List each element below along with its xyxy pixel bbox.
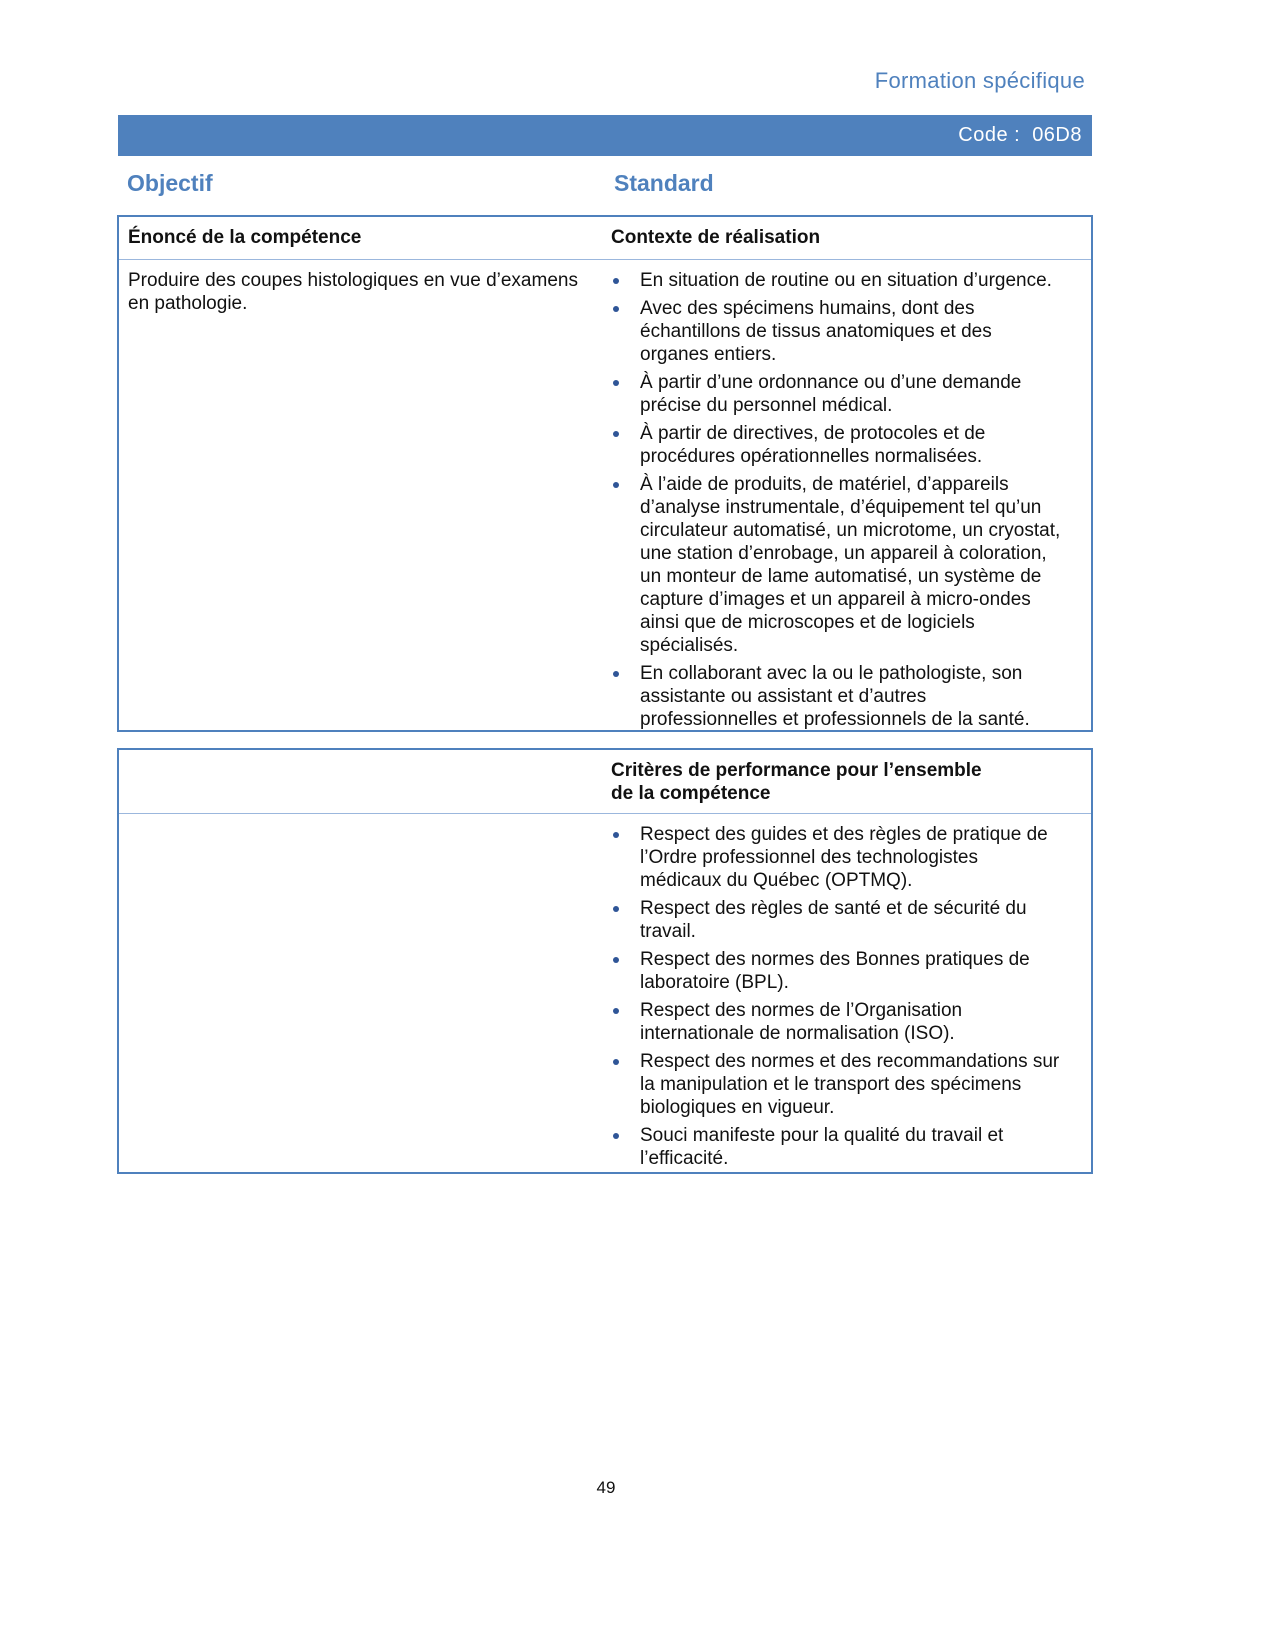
enonce-header: Énoncé de la compétence — [128, 227, 362, 248]
code-label: Code : — [958, 124, 1021, 146]
bullet-icon — [613, 431, 619, 437]
list-item-text: En situation de routine ou en situation d’urgence. — [640, 270, 1052, 291]
bullet-icon — [613, 1008, 619, 1014]
standard-heading: Standard — [614, 170, 714, 196]
bullet-icon — [613, 671, 619, 677]
list-item-text: Respect des règles de santé et de sécurité du travail. — [640, 898, 1027, 942]
bullet-icon — [613, 278, 619, 284]
list-item-text: Respect des normes des Bonnes pratiques de laboratoire (BPL). — [640, 949, 1030, 993]
list-item — [611, 897, 1085, 943]
list-item — [611, 422, 1085, 468]
list-item-text: Avec des spécimens humains, dont des échantillons de tissus anatomiques et des organes entiers. — [640, 298, 992, 365]
list-item-text: Respect des guides et des règles de pratique de l’Ordre professionnel des technologistes médicaux du Québec (OPTMQ). — [640, 824, 1048, 891]
enonce-text: Produire des coupes histologiques en vue d’examens en pathologie. — [128, 270, 578, 314]
bullet-icon — [613, 906, 619, 912]
list-item — [611, 1050, 1085, 1119]
list-item — [611, 269, 1085, 292]
criteres-header: Critères de performance pour l’ensemble de la compétence — [611, 759, 982, 804]
bullet-icon — [613, 1133, 619, 1139]
list-item — [611, 1124, 1085, 1170]
bullet-icon — [613, 1059, 619, 1065]
list-item-text: Souci manifeste pour la qualité du travail et l’efficacité. — [640, 1125, 1004, 1169]
table-body-row — [119, 260, 1091, 736]
list-item — [611, 297, 1085, 366]
list-item — [611, 823, 1085, 892]
code-bar — [118, 115, 1092, 156]
list-item — [611, 473, 1085, 657]
empty-cell — [119, 823, 606, 1175]
list-item-text: Respect des normes de l’Organisation internationale de normalisation (ISO). — [640, 1000, 963, 1044]
bullet-icon — [613, 832, 619, 838]
list-item-text: En collaborant avec la ou le pathologiste, son assistante ou assistant et d’autres professionnelles et professionnels de la santé. — [640, 663, 1030, 730]
code-value: 06D8 — [1032, 124, 1082, 146]
contexte-header: Contexte de réalisation — [611, 227, 821, 248]
contexte-list — [611, 269, 1085, 731]
bullet-icon — [613, 306, 619, 312]
objectif-heading: Objectif — [127, 170, 213, 196]
table-header-row — [119, 217, 1091, 260]
list-item-text: À l’aide de produits, de matériel, d’appareils d’analyse instrumentale, d’équipement tel qu’un circulateur automatisé, un microtome, un cryostat, une station d’enrobage, un appareil à coloration, un monteur de lame automatisé, un système de capture d’images et un appareil à micro-ondes ainsi que de microscopes et de logiciels spécialisés. — [640, 474, 1061, 656]
list-item-text: Respect des normes et des recommandations sur la manipulation et le transport des spécimens biologiques en vigueur. — [640, 1051, 1060, 1118]
table-body-row — [119, 814, 1091, 1175]
competency-code — [946, 124, 1082, 147]
competency-table — [117, 215, 1093, 732]
list-item — [611, 662, 1085, 731]
criteres-list — [611, 823, 1085, 1170]
list-item-text: À partir de directives, de protocoles et de procédures opérationnelles normalisées. — [640, 423, 986, 467]
list-item-text: À partir d’une ordonnance ou d’une demande précise du personnel médical. — [640, 372, 1022, 416]
page-number: 49 — [596, 1478, 616, 1497]
list-item — [611, 371, 1085, 417]
criteria-table — [117, 748, 1093, 1174]
table-header-row — [119, 750, 1091, 814]
list-item — [611, 999, 1085, 1045]
bullet-icon — [613, 957, 619, 963]
document-section-title: Formation spécifique — [874, 68, 1085, 93]
list-item — [611, 948, 1085, 994]
bullet-icon — [613, 482, 619, 488]
bullet-icon — [613, 380, 619, 386]
